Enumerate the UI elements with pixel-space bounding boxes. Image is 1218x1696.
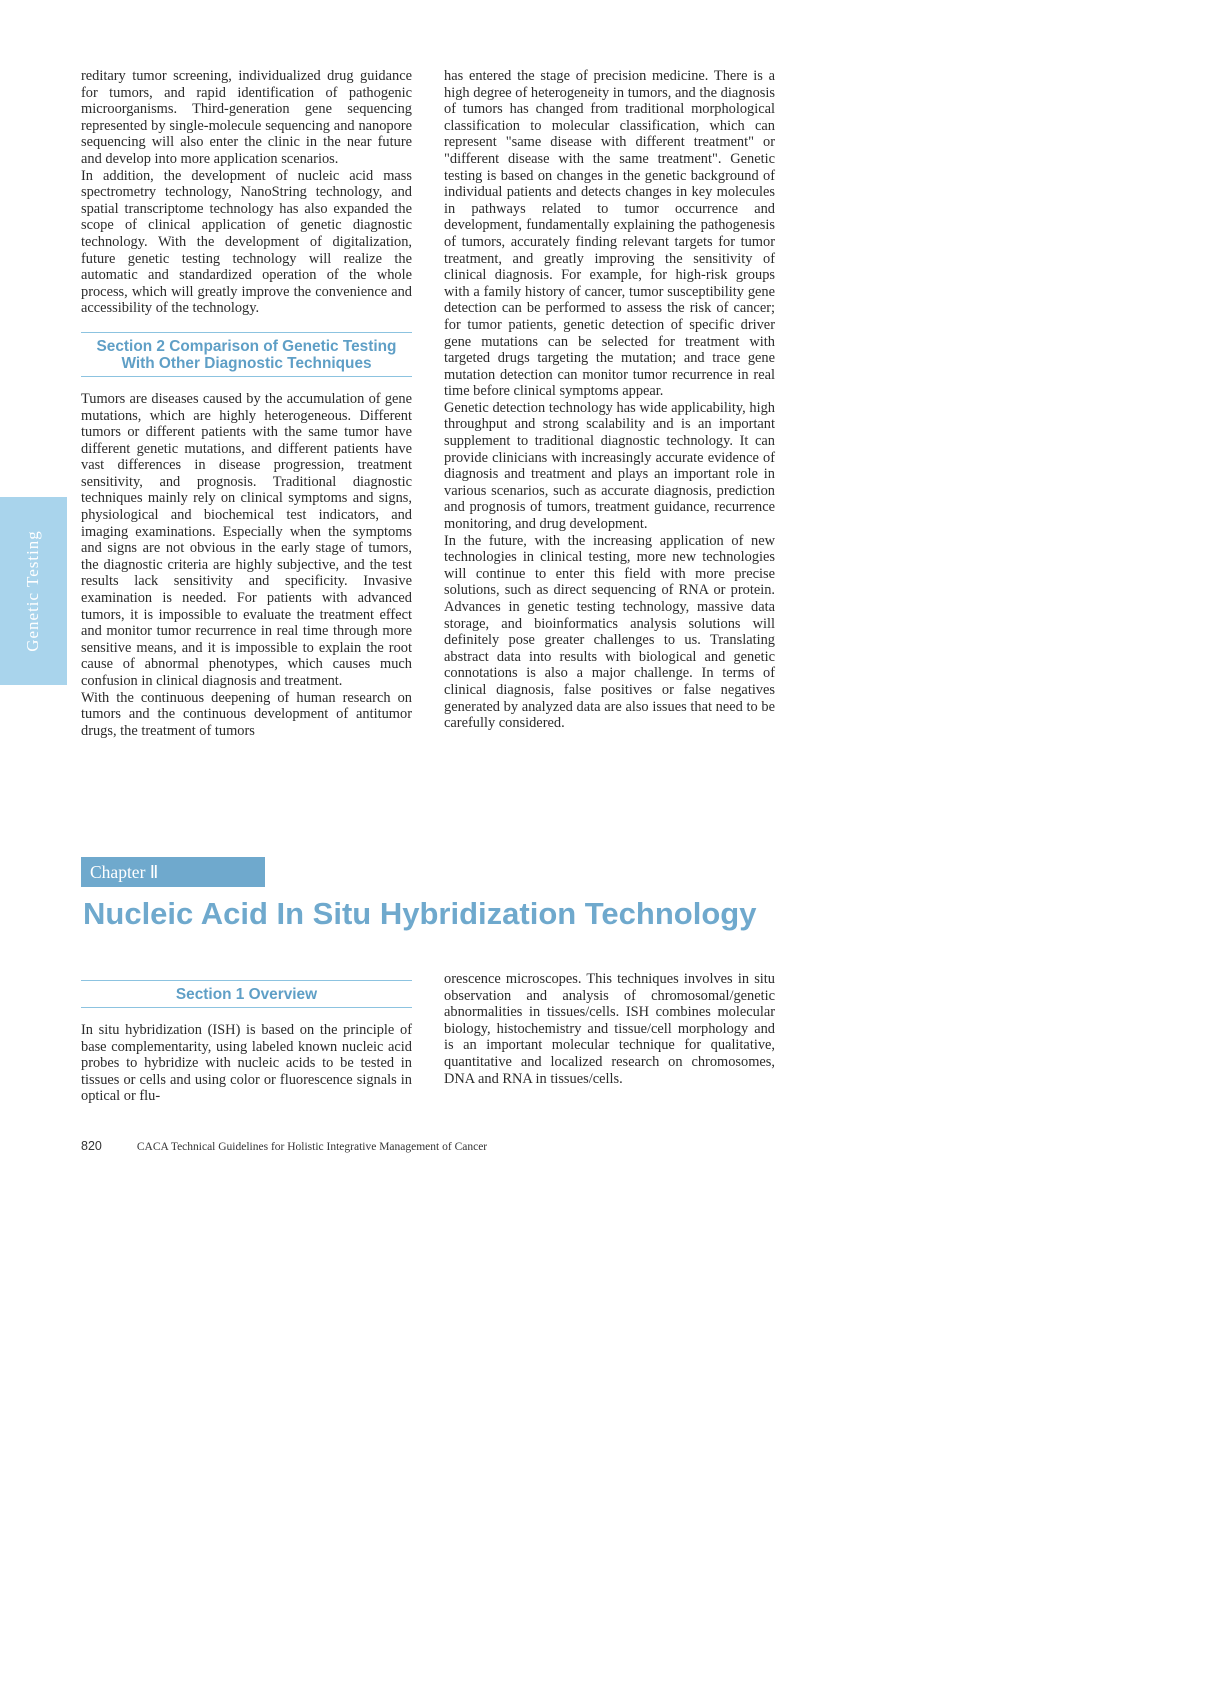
left-column-bottom [81,968,412,1105]
page-footer [81,1139,487,1154]
paragraph: In the future, with the increasing application of new technologies in clinical testing, more new technologies will continue to enter this field with more precise solutions, such as direct sequencing of RNA or protein. Advances in genetic testing technology, massive data storage, and bioinformatics analysis solutions will definitely pose greater challenges to us. Translating abstract data into results with biological and genetic connotations is also a major challenge. In terms of clinical diagnosis, false positives or false negatives generated by analyzed data are also issues that need to be carefully considered. [444,532,775,732]
side-tab-label: Genetic Testing [23,530,42,652]
chapter-title: Nucleic Acid In Situ Hybridization Technology [83,896,757,931]
page-number: 820 [81,1139,102,1153]
paragraph: orescence microscopes. This techniques involves in situ observation and analysis of chromosomal/genetic abnormalities in tissues/cells. ISH combines molecular biology, histochemistry and tissue/cell morphology and is an important molecular technique for qualitative, quantitative and localized research on chromosomes, DNA and RNA in tissues/cells. [444,971,775,1087]
paragraph: has entered the stage of precision medicine. There is a high degree of heterogeneity in tumors, and the diagnosis of tumors has changed from traditional morphological classification to molecular classification, which can represent "same disease with different treatment" or "different disease with the same treatment". Genetic testing is based on changes in the genetic background of individual patients and detects changes in key molecules in pathways related to tumor occurrence and development, fundamentally explaining the pathogenesis of tumors, accurately finding relevant targets for tumor treatment, and greatly improving the sensitivity of clinical diagnosis. For example, for high-risk groups with a family history of cancer, tumor susceptibility gene detection can be performed to assess the risk of cancer; for tumor patients, genetic detection of specific driver gene mutations can be selected for treatment with targeted drugs targeting the mutation; and trace gene mutation detection can monitor tumor recurrence in real time before clinical symptoms appear. [444,68,775,400]
side-section-tab [0,497,67,685]
chapter-label: Chapter Ⅱ [90,862,159,882]
running-footer-title: CACA Technical Guidelines for Holistic Integrative Management of Cancer [136,1141,488,1153]
section-2-heading [81,332,412,377]
paragraph: With the continuous deepening of human research on tumors and the continuous development of antitumor drugs, the treatment of tumors [81,689,412,739]
section-heading-line: Section 2 Comparison of Genetic Testing [96,337,397,355]
right-column-bottom [444,971,775,1087]
section-heading-line: With Other Diagnostic Techniques [121,354,372,372]
paragraph: Genetic detection technology has wide applicability, high throughput and strong scalability and is an important supplement to traditional diagnostic technology. It can provide clinicians with increasingly accurate evidence of diagnosis and treatment and plays an important role in various scenarios, such as accurate diagnosis, prediction and prognosis of tumors, treatment guidance, recurrence monitoring, and drug development. [444,399,775,533]
paragraph: Tumors are diseases caused by the accumulation of gene mutations, which are highly heterogeneous. Different tumors or different patients with the same tumor have different genetic mutations, and different patients have vast differences in disease progression, treatment sensitivity, and prognosis. Traditional diagnostic techniques mainly rely on clinical symptoms and signs, physiological and biochemical test indicators, and imaging examinations. Especially when the symptoms and signs are not obvious in the early stage of tumors, the diagnostic criteria are highly subjective, and the test results lack sensitivity and specificity. Invasive examination is needed. For patients with advanced tumors, it is impossible to evaluate the treatment effect and monitor tumor recurrence in real time through more sensitive means, and it is impossible to explain the root cause of abnormal phenotypes, which causes much confusion in clinical diagnosis and treatment. [81,390,412,689]
paragraph: In addition, the development of nucleic acid mass spectrometry technology, NanoString technology, and spatial transcriptome technology has also expanded the scope of clinical application of genetic diagnostic technology. With the development of digitalization, future genetic testing technology will realize the automatic and standardized operation of the whole process, which will greatly improve the convenience and accessibility of the technology. [81,167,412,317]
left-column-top [81,68,412,739]
right-column-top [444,68,775,732]
paragraph: reditary tumor screening, individualized drug guidance for tumors, and rapid identification of pathogenic microorganisms. Third-generation gene sequencing represented by single-molecule sequencing and nanopore sequencing will also enter the clinic in the near future and develop into more application scenarios. [81,68,412,167]
section-1-heading: Section 1 Overview [81,980,412,1008]
paragraph: In situ hybridization (ISH) is based on the principle of base complementarity, using labeled known nucleic acid probes to hybridize with nucleic acids to be tested in tissues or cells and using color or fluorescence signals in optical or flu- [81,1022,412,1105]
chapter-label-box [81,857,265,887]
